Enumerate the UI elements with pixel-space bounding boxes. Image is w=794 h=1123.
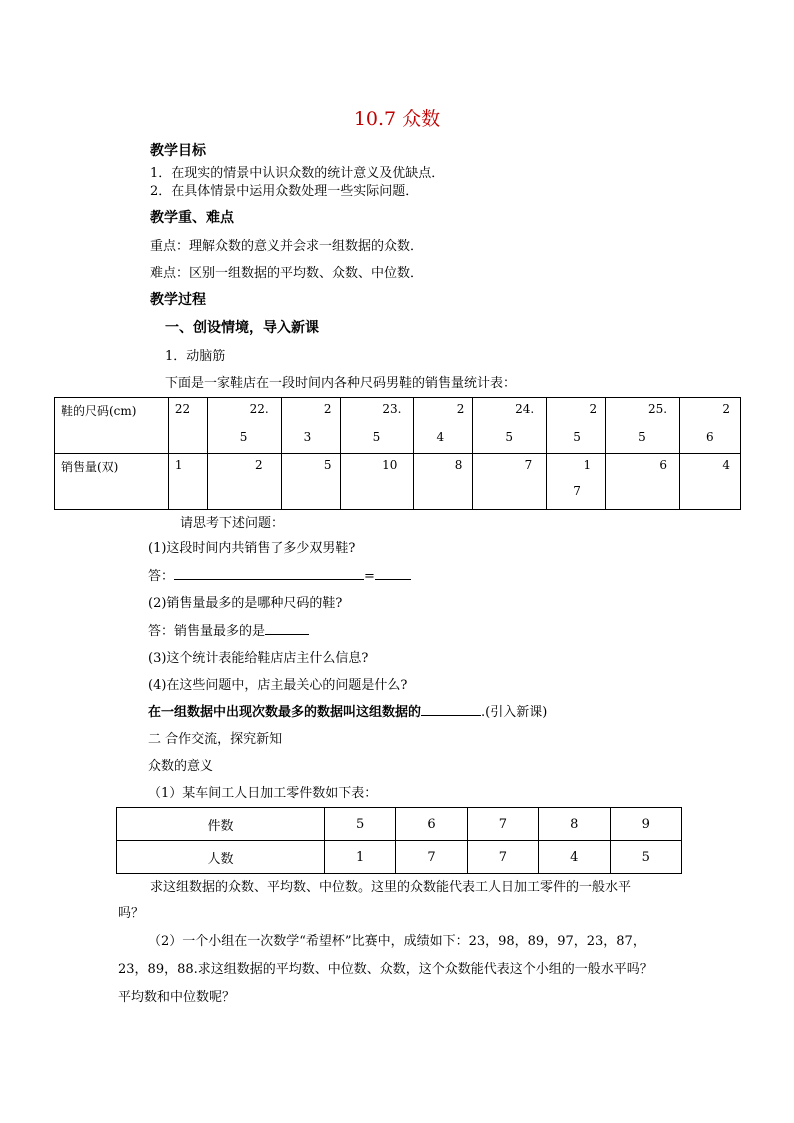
- table-cell: [281, 398, 340, 454]
- sub1-heading: 1．动脑筋: [165, 349, 226, 364]
- table-cell: [340, 454, 414, 510]
- process-heading: 教学过程: [150, 292, 206, 308]
- sales-row: [55, 454, 741, 510]
- table-cell: [473, 454, 547, 510]
- table-cell: [207, 398, 281, 454]
- cell-top: 4: [722, 458, 730, 472]
- cell-bottom: 3: [303, 430, 312, 444]
- table-cell: 6: [396, 808, 467, 841]
- question-3: (3)这个统计表能给鞋店店主什么信息?: [148, 651, 369, 666]
- cell-bottom: 7: [573, 484, 581, 498]
- section2-heading: 二 合作交流，探究新知: [148, 732, 283, 747]
- paragraph-2-line-1: （2）一个小组在一次数学“希望杯”比赛中，成绩如下：23，98，89，97，23，87，: [148, 934, 646, 949]
- table-cell: 件数: [117, 808, 325, 841]
- objective-item-2: 2．在具体情景中运用众数处理一些实际问题．: [150, 184, 419, 199]
- cell-bottom: 5: [372, 430, 381, 444]
- questions-prompt: 请思考下述问题：: [180, 516, 285, 531]
- table-cell: [547, 454, 606, 510]
- table-cell: 1: [324, 841, 395, 874]
- cell-top: 8: [454, 458, 463, 472]
- cell-top: 1: [174, 458, 183, 472]
- size-header-label: 鞋的尺码(cm): [61, 404, 137, 418]
- cell-top: 2: [323, 402, 332, 416]
- table-cell: 7: [467, 841, 538, 874]
- definition-text: 在一组数据中出现次数最多的数据叫这组数据的: [148, 705, 422, 720]
- cell-top: 23.: [382, 402, 402, 416]
- table-cell: 7: [467, 808, 538, 841]
- table-row: [117, 841, 682, 874]
- answer-2: [148, 620, 309, 639]
- cell-top: 24.: [515, 402, 535, 416]
- focus-text: 重点：理解众数的意义并会求一组数据的众数．: [150, 239, 424, 254]
- page-title: 10.7 众数: [353, 108, 441, 130]
- answer-1: [148, 565, 411, 584]
- answer-1-equals: =: [364, 569, 375, 584]
- paragraph-1-line-2: 吗？: [118, 906, 145, 921]
- shoe-size-row: [55, 398, 741, 454]
- table-cell: [606, 454, 680, 510]
- table-cell: [680, 398, 741, 454]
- table-cell: [414, 454, 473, 510]
- cell-top: 2: [255, 458, 263, 472]
- cell-bottom: 5: [505, 430, 513, 444]
- answer-1-result-blank[interactable]: [375, 579, 411, 580]
- table-cell: [281, 454, 340, 510]
- answer-1-blank[interactable]: [174, 579, 364, 580]
- table-cell: [680, 454, 741, 510]
- cell-top: 2: [589, 402, 598, 416]
- table-row: [117, 808, 682, 841]
- table-cell: 9: [610, 808, 681, 841]
- cell-top: 1: [583, 458, 592, 472]
- key-points-heading: 教学重、难点: [150, 210, 234, 226]
- answer-2-blank[interactable]: [265, 634, 309, 635]
- objective-item-1: 1．在现实的情景中认识众数的统计意义及优缺点．: [150, 166, 445, 181]
- question-4: (4)在这些问题中，店主最关心的问题是什么?: [148, 678, 408, 693]
- section1-heading: 一、创设情境，导入新课: [165, 320, 319, 336]
- cell-top: 2: [456, 402, 465, 416]
- paragraph-2-line-2: 23，89，88.求这组数据的平均数、中位数、众数，这个众数能代表这个小组的一般水平吗？: [118, 962, 653, 977]
- objectives-heading: 教学目标: [150, 143, 206, 159]
- answer-1-label: 答：: [148, 569, 175, 584]
- row-header: [55, 454, 169, 510]
- definition-blank[interactable]: [421, 715, 481, 716]
- cell-top: 6: [659, 458, 668, 472]
- table-intro: 下面是一家鞋店在一段时间内各种尺码男鞋的销售量统计表：: [165, 376, 517, 391]
- table-cell: [473, 398, 547, 454]
- paragraph-2-line-3: 平均数和中位数呢？: [118, 990, 236, 1005]
- table-cell: 8: [539, 808, 610, 841]
- definition-line: [148, 701, 547, 720]
- paragraph-1-line-1: 求这组数据的众数、平均数、中位数。这里的众数能代表工人日加工零件的一般水平: [150, 880, 632, 895]
- table-cell: 4: [539, 841, 610, 874]
- cell-bottom: 6: [706, 430, 714, 444]
- cell-top: 5: [323, 458, 332, 472]
- table-cell: [168, 454, 207, 510]
- cell-top: 22: [174, 402, 191, 416]
- parts-table: [116, 807, 682, 874]
- table-cell: [168, 398, 207, 454]
- cell-bottom: 5: [573, 430, 581, 444]
- row-header: [55, 398, 169, 454]
- table-cell: 人数: [117, 841, 325, 874]
- table-cell: [414, 398, 473, 454]
- cell-top: 10: [382, 458, 398, 472]
- table-cell: [606, 398, 680, 454]
- table-cell: [547, 398, 606, 454]
- question-1: (1)这段时间内共销售了多少双男鞋?: [148, 541, 356, 556]
- shoe-sales-table: [54, 397, 741, 510]
- table-cell: 7: [396, 841, 467, 874]
- sales-header-label: 销售量(双): [61, 460, 119, 474]
- cell-top: 25.: [647, 402, 668, 416]
- cell-bottom: 5: [239, 430, 248, 444]
- cell-top: 22.: [249, 402, 269, 416]
- cell-bottom: 4: [436, 430, 445, 444]
- table-cell: [340, 398, 414, 454]
- difficulty-text: 难点：区别一组数据的平均数、众数、中位数．: [150, 266, 424, 281]
- cell-top: 2: [722, 402, 730, 416]
- cell-bottom: 5: [638, 430, 646, 444]
- table-cell: [207, 454, 281, 510]
- table-cell: 5: [324, 808, 395, 841]
- answer-2-label: 答：销售量最多的是: [148, 624, 266, 639]
- cell-top: 7: [524, 458, 533, 472]
- meaning-heading: 众数的意义: [148, 759, 214, 774]
- definition-tail: .(引入新课): [481, 705, 548, 720]
- question-2: (2)销售量最多的是哪种尺码的鞋?: [148, 596, 343, 611]
- table-cell: 5: [610, 841, 681, 874]
- item1-text: （1）某车间工人日加工零件数如下表：: [148, 786, 378, 801]
